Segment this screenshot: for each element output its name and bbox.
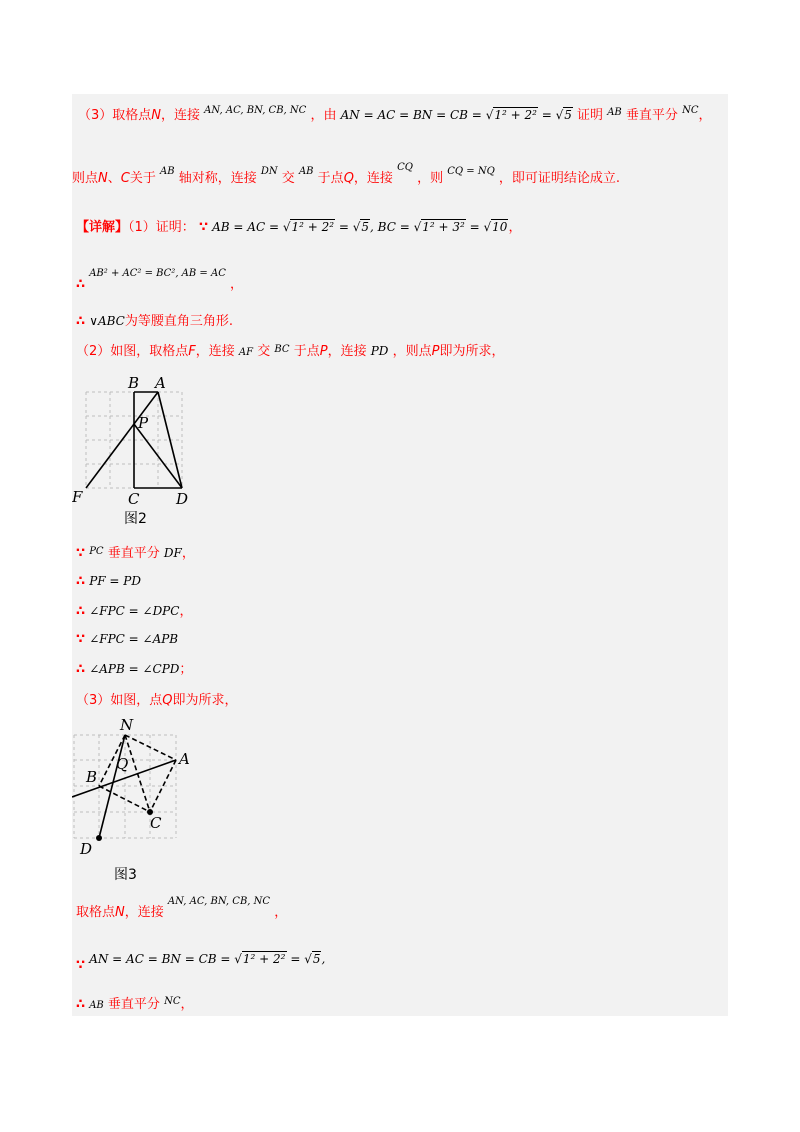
line-analysis-3-a: （3）取格点N，连接 $^{AN, AC, BN, CB, NC}$ ，由 AN = AC = BN = CB = √1² + 2² = √5 证明 $^{AB}$ 垂直平分 $^{NC}$， — [78, 105, 712, 123]
label-F: F — [72, 488, 83, 504]
math-lengths: AB = AC = √1² + 2² = √5, BC = √1² + 3² = √10 — [212, 220, 508, 234]
label-C: C — [150, 814, 162, 832]
line-detail-3: ∴ ∨ABC为等腰直角三角形. — [76, 314, 233, 329]
label-Q: Q — [116, 755, 129, 773]
label-P: P — [138, 414, 149, 432]
math-segment-list: AN, AC, BN, CB, NC — [204, 105, 307, 116]
figure-3 — [72, 718, 204, 862]
label-A: A — [155, 374, 166, 392]
step-5: ∴ ∠APB = ∠CPD； — [76, 662, 193, 677]
dashed-NA — [125, 735, 176, 760]
detail-tag: 【详解】 — [76, 220, 129, 235]
label-A: A — [179, 750, 190, 768]
figure-2-caption: 图2 — [124, 511, 147, 527]
line-part-2: （2）如图，取格点F，连接 AF 交 $^{BC}$ 于点P，连接 PD ，则点P即为所求， — [76, 344, 505, 359]
label-D: D — [176, 490, 189, 504]
label-B: B — [128, 374, 140, 392]
line-take-point-n: 取格点N，连接 $^{AN, AC, BN, CB, NC}$ ， — [76, 896, 288, 920]
because-symbol: ∵ — [198, 220, 208, 235]
line-detail-1: 【详解】（1）证明： ∵ AB = AC = √1² + 2² = √5, BC = √1² + 3² = √10， — [76, 220, 522, 235]
label-D: D — [80, 840, 93, 858]
therefore-symbol: ∴ — [76, 277, 86, 292]
line-analysis-3-b: 则点N、C关于 $^{AB}$ 轴对称，连接 $^{DN}$ 交 $^{AB}$ 于点Q，连接 $^{CQ}$ ，则 $^{CQ = NQ}$ ，即可证明结论成立. — [72, 162, 621, 186]
step-1: ∵ $^{PC}$ 垂直平分 DF， — [76, 546, 195, 561]
point-D — [96, 835, 102, 841]
line-conclusion: ∴ AB 垂直平分 $^{NC}$， — [76, 996, 194, 1012]
line-equal-lengths: ∵ AN = AC = BN = CB = √1² + 2² = √5, — [76, 952, 326, 973]
line-detail-2: ∴ $^{AB^2 + AC^2 = BC^2, AB = AC}$ ， — [76, 268, 244, 292]
label-C: C — [128, 490, 140, 504]
step-4: ∵ ∠FPC = ∠APB — [76, 632, 179, 647]
step-3: ∴ ∠FPC = ∠DPC， — [76, 604, 193, 619]
label-N: N — [120, 718, 134, 734]
document-page — [72, 94, 728, 1016]
figure-2 — [72, 374, 202, 504]
label-B: B — [86, 768, 98, 786]
step-2: ∴ PF = PD — [76, 574, 141, 589]
math-equal-lengths: AN = AC = BN = CB = √1² + 2² = √5 — [340, 108, 572, 122]
figure-3-caption: 图3 — [114, 867, 137, 883]
line-part-3: （3）如图，点Q即为所求， — [76, 693, 238, 708]
